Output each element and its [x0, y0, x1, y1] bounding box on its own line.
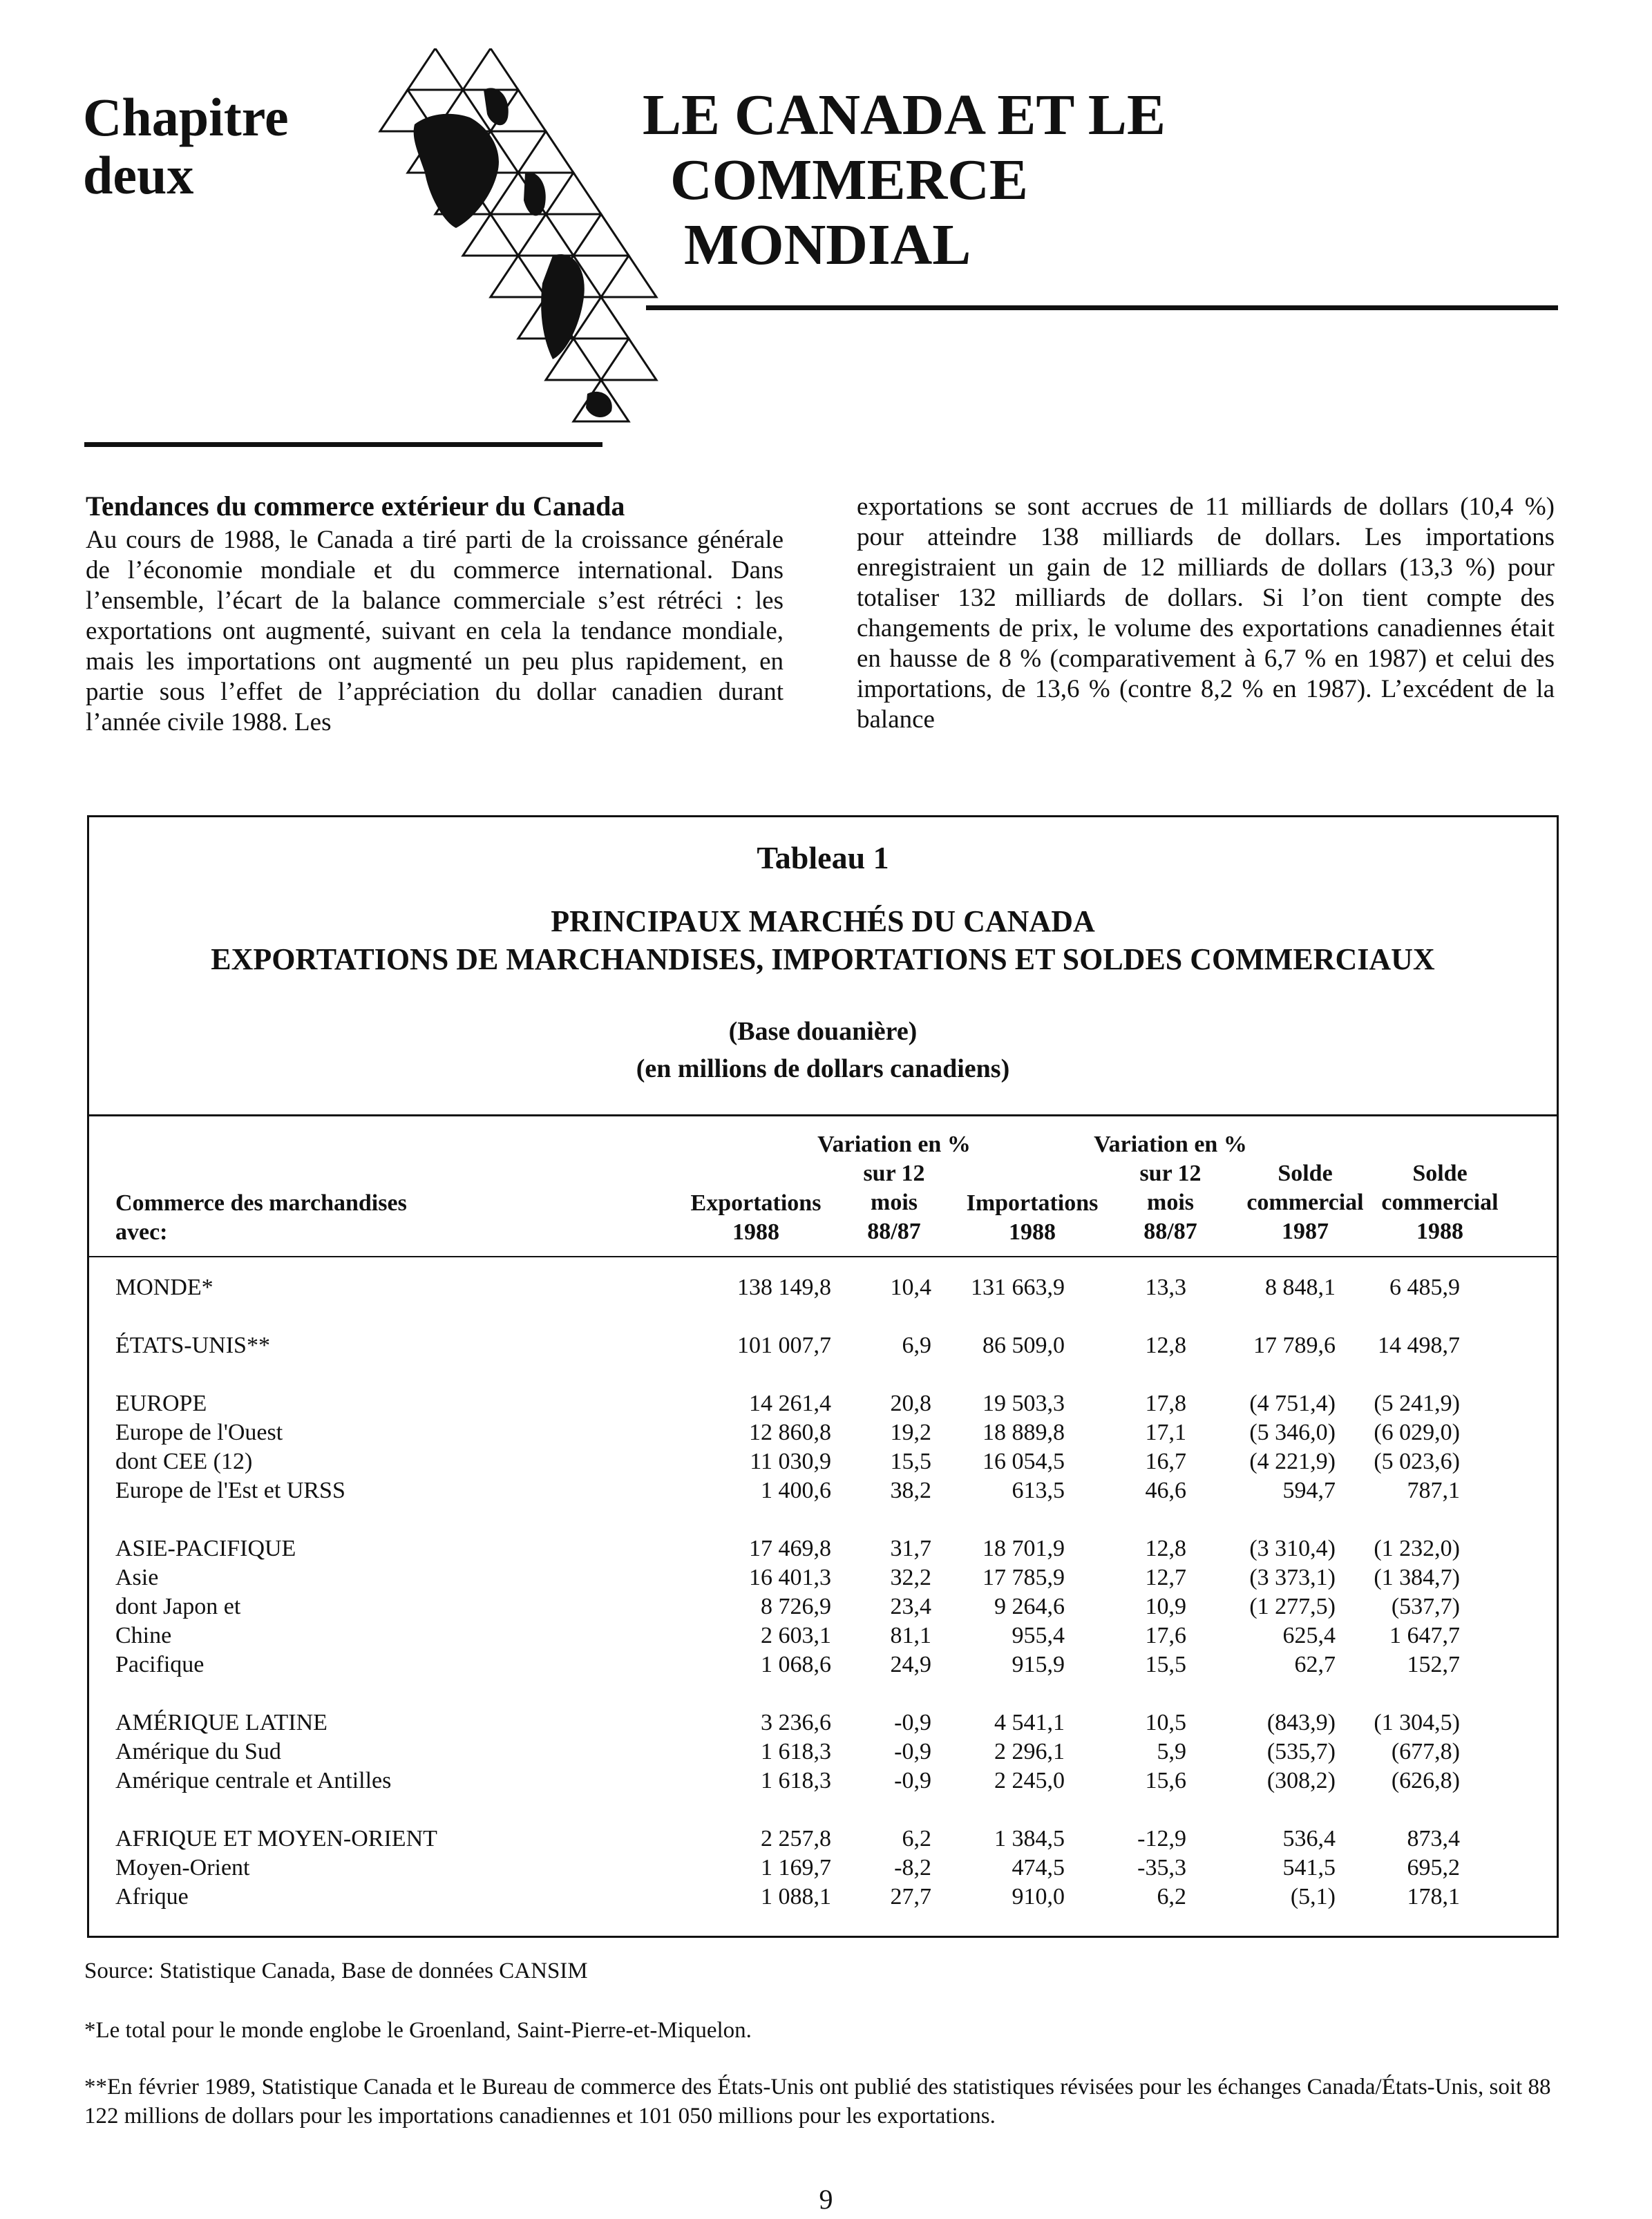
- row-value: 3 236,6: [761, 1710, 831, 1735]
- header-col3-line2: 1988: [1009, 1219, 1056, 1245]
- table-row: [89, 1708, 1557, 1737]
- row-value: 613,5: [1012, 1478, 1065, 1503]
- row-value: 4 541,1: [994, 1710, 1065, 1735]
- table-title-1: PRINCIPAUX MARCHÉS DU CANADA: [551, 904, 1095, 938]
- table-row: [89, 1418, 1557, 1447]
- row-value: 18 701,9: [982, 1536, 1065, 1561]
- row-label: AFRIQUE ET MOYEN-ORIENT: [115, 1826, 437, 1851]
- row-value: 6 485,9: [1389, 1275, 1460, 1300]
- header-col4-line3: mois: [1147, 1190, 1194, 1215]
- table-title-2: EXPORTATIONS DE MARCHANDISES, IMPORTATIONS ET SOLDES COMMERCIAUX: [211, 942, 1435, 976]
- row-value: 1 647,7: [1389, 1623, 1460, 1648]
- header-col5-line3: 1987: [1282, 1219, 1329, 1244]
- title-line-3: MONDIAL: [684, 213, 971, 277]
- footnote-1: *Le total pour le monde englobe le Groenland, Saint-Pierre-et-Miquelon.: [84, 2018, 752, 2043]
- source-note: Source: Statistique Canada, Base de données CANSIM: [84, 1959, 588, 1983]
- header-col5-line1: Solde: [1278, 1161, 1333, 1186]
- header-col4-line2: sur 12: [1139, 1161, 1202, 1186]
- table-row: [89, 1737, 1557, 1766]
- row-value: 17 785,9: [982, 1565, 1065, 1590]
- row-value: 12 860,8: [749, 1420, 831, 1445]
- table-row: [89, 1883, 1557, 1912]
- row-value: (308,2): [1266, 1768, 1336, 1793]
- table-row: [89, 1854, 1557, 1883]
- table-basis-1: (Base douanière): [728, 1017, 918, 1046]
- row-value: 17,8: [1145, 1391, 1186, 1416]
- row-value: (4 751,4): [1249, 1391, 1336, 1416]
- row-value: 1 169,7: [761, 1855, 831, 1880]
- row-value: 1 384,5: [994, 1826, 1065, 1851]
- table-row: [89, 1273, 1557, 1302]
- table-row: [89, 1389, 1557, 1418]
- row-value: (626,8): [1391, 1768, 1460, 1793]
- header-col3-line1: Importations: [966, 1190, 1099, 1216]
- row-value: 62,7: [1294, 1652, 1336, 1677]
- row-value: 6,2: [1157, 1884, 1186, 1910]
- table-header-rule: [89, 1256, 1557, 1257]
- footnote-2: **En février 1989, Statistique Canada et le Bureau de commerce des États-Unis ont publié des statistiques révisées pour les échanges Canada/États-Unis, soit 88 122 millions de dollars pour les importations canadiennes et 101 050 millions pour les exportations.: [84, 2075, 1551, 2128]
- row-label: ASIE-PACIFIQUE: [115, 1536, 296, 1561]
- table-row: [89, 1563, 1557, 1592]
- row-value: 27,7: [890, 1884, 931, 1910]
- row-value: -0,9: [894, 1710, 931, 1735]
- row-label: Pacifique: [115, 1652, 205, 1677]
- row-value: (1 277,5): [1249, 1594, 1336, 1619]
- row-value: -0,9: [894, 1768, 931, 1793]
- left-column: [86, 491, 784, 738]
- row-value: 31,7: [890, 1536, 931, 1561]
- table-label: Tableau 1: [757, 840, 889, 875]
- row-label: Chine: [115, 1623, 172, 1648]
- row-value: 2 603,1: [761, 1623, 831, 1648]
- table-row: [89, 1447, 1557, 1476]
- row-value: 536,4: [1282, 1826, 1336, 1851]
- title-line-2: COMMERCE: [670, 148, 1028, 212]
- row-value: (6 029,0): [1374, 1420, 1460, 1445]
- row-value: 178,1: [1407, 1884, 1460, 1910]
- table-row: [89, 1476, 1557, 1505]
- row-value: 1 618,3: [761, 1768, 831, 1793]
- row-value: (5 023,6): [1374, 1449, 1460, 1474]
- row-value: (535,7): [1266, 1739, 1336, 1764]
- row-value: 6,9: [902, 1333, 931, 1358]
- row-value: (3 310,4): [1249, 1536, 1336, 1561]
- page-number: 9: [819, 2184, 833, 2215]
- header-col2-line1: Variation en %: [817, 1132, 971, 1157]
- row-value: 10,9: [1145, 1594, 1186, 1619]
- chapter-line-1: Chapitre: [83, 87, 289, 147]
- row-value: 18 889,8: [982, 1420, 1065, 1445]
- right-paragraph: exportations se sont accrues de 11 milliards de dollars (10,4 %) pour atteindre 138 milliards de dollars. Les importations enregistraient un gain de 12 milliards de dollars (13,3 %) pour totaliser 132 milliards de dollars. Si l’on tient compte des changements de prix, le volume des exportations canadiennes était en hausse de 8 % (comparativement à 6,7 % en 1987) et celui des importations, de 13,6 % (contre 8,2 % en 1987). L’excédent de la balance: [857, 493, 1555, 734]
- row-value: (843,9): [1266, 1710, 1336, 1735]
- row-value: 86 509,0: [982, 1333, 1065, 1358]
- table-row: [89, 1534, 1557, 1563]
- header-col4-line1: Variation en %: [1094, 1132, 1247, 1157]
- header-col2-line4: 88/87: [867, 1219, 921, 1244]
- row-label: Europe de l'Ouest: [115, 1420, 283, 1445]
- table-row: [89, 1650, 1557, 1679]
- row-value: 12,7: [1145, 1565, 1186, 1590]
- chapter-title: [643, 83, 1541, 278]
- section-heading: Tendances du commerce extérieur du Canada: [86, 491, 625, 522]
- header-col2-line2: sur 12: [863, 1161, 925, 1186]
- chapter-line-2: deux: [83, 145, 194, 205]
- row-value: 16 401,3: [749, 1565, 831, 1590]
- table-box: [87, 815, 1559, 1938]
- row-value: 38,2: [890, 1478, 931, 1503]
- row-value: 10,4: [890, 1275, 931, 1300]
- row-value: (5,1): [1290, 1884, 1336, 1910]
- row-value: 2 257,8: [761, 1826, 831, 1851]
- row-label: ÉTATS-UNIS**: [115, 1333, 270, 1358]
- row-value: 695,2: [1407, 1855, 1460, 1880]
- row-label: AMÉRIQUE LATINE: [115, 1710, 327, 1735]
- row-value: 11 030,9: [750, 1449, 831, 1474]
- header-col0: [115, 1189, 407, 1247]
- row-value: 787,1: [1407, 1478, 1460, 1503]
- table-basis-2: (en millions de dollars canadiens): [636, 1054, 1010, 1083]
- table-row: [89, 1766, 1557, 1796]
- row-label: dont Japon et: [115, 1594, 241, 1619]
- row-value: 541,5: [1282, 1855, 1336, 1880]
- row-label: dont CEE (12): [115, 1449, 253, 1474]
- row-value: 12,8: [1145, 1333, 1186, 1358]
- row-value: 1 068,6: [761, 1652, 831, 1677]
- row-value: -35,3: [1137, 1855, 1186, 1880]
- header-col1-line2: 1988: [732, 1219, 779, 1245]
- title-rule: [646, 305, 1558, 310]
- row-value: 131 663,9: [971, 1275, 1065, 1300]
- row-value: 15,5: [890, 1449, 931, 1474]
- row-value: 101 007,7: [737, 1333, 831, 1358]
- row-value: 17 789,6: [1253, 1333, 1336, 1358]
- row-label: Afrique: [115, 1884, 189, 1910]
- row-value: 17,1: [1145, 1420, 1186, 1445]
- header-col4: [1084, 1130, 1257, 1246]
- row-value: 5,9: [1157, 1739, 1186, 1764]
- row-value: 873,4: [1407, 1826, 1460, 1851]
- row-value: -8,2: [894, 1855, 931, 1880]
- table-row: [89, 1621, 1557, 1650]
- row-value: 17 469,8: [749, 1536, 831, 1561]
- header-col4-line4: 88/87: [1143, 1219, 1197, 1244]
- header-col6-line3: 1988: [1416, 1219, 1463, 1244]
- row-value: (537,7): [1391, 1594, 1460, 1619]
- row-value: 1 618,3: [761, 1739, 831, 1764]
- header-col6: [1371, 1159, 1509, 1246]
- header-col2-line3: mois: [871, 1190, 918, 1215]
- header-col0-line1: Commerce des marchandises: [115, 1190, 407, 1216]
- row-label: Amérique du Sud: [115, 1739, 281, 1764]
- row-value: (5 346,0): [1249, 1420, 1336, 1445]
- header-col0-line2: avec:: [115, 1219, 168, 1245]
- row-value: 15,6: [1145, 1768, 1186, 1793]
- title-line-1: LE CANADA ET LE: [643, 83, 1166, 147]
- row-value: 594,7: [1282, 1478, 1336, 1503]
- row-value: 14 261,4: [749, 1391, 831, 1416]
- table-top-rule: [89, 1114, 1557, 1116]
- row-value: 15,5: [1145, 1652, 1186, 1677]
- row-value: (5 241,9): [1374, 1391, 1460, 1416]
- left-paragraph: Au cours de 1988, le Canada a tiré parti de la croissance générale de l’économie mondiale et du commerce international. Dans l’ensemble, l’écart de la balance commerciale s’est rétréci : les exportations ont augmenté, suivant en cela la tendance mondiale, mais les importations ont augmenté un peu plus rapidement, en partie sous l’effet de l’appréciation du dollar canadien durant l’année civile 1988. Les: [86, 526, 784, 736]
- row-value: 10,5: [1145, 1710, 1186, 1735]
- table-row: [89, 1825, 1557, 1854]
- row-value: 2 296,1: [994, 1739, 1065, 1764]
- row-value: (4 221,9): [1249, 1449, 1336, 1474]
- table-row: [89, 1331, 1557, 1360]
- row-value: 16 054,5: [982, 1449, 1065, 1474]
- row-value: 16,7: [1145, 1449, 1186, 1474]
- row-label: Moyen-Orient: [115, 1855, 250, 1880]
- row-value: 19 503,3: [982, 1391, 1065, 1416]
- row-value: (1 384,7): [1374, 1565, 1460, 1590]
- row-value: 625,4: [1282, 1623, 1336, 1648]
- row-value: 23,4: [890, 1594, 931, 1619]
- row-label: MONDE*: [115, 1275, 213, 1300]
- row-value: 8 726,9: [761, 1594, 831, 1619]
- row-value: 6,2: [902, 1826, 931, 1851]
- row-value: 915,9: [1012, 1652, 1065, 1677]
- row-label: Europe de l'Est et URSS: [115, 1478, 345, 1503]
- row-value: 8 848,1: [1265, 1275, 1336, 1300]
- row-value: -12,9: [1137, 1826, 1186, 1851]
- row-label: Amérique centrale et Antilles: [115, 1768, 392, 1793]
- row-value: 19,2: [890, 1420, 931, 1445]
- row-value: 955,4: [1012, 1623, 1065, 1648]
- row-value: (1 304,5): [1374, 1710, 1460, 1735]
- section-rule: [84, 442, 602, 447]
- header-col1-line1: Exportations: [690, 1190, 822, 1216]
- header-col5: [1236, 1159, 1374, 1246]
- row-value: 46,6: [1145, 1478, 1186, 1503]
- header-col6-line1: Solde: [1412, 1161, 1468, 1186]
- right-column: [857, 492, 1555, 735]
- row-value: 474,5: [1012, 1855, 1065, 1880]
- row-value: 9 264,6: [994, 1594, 1065, 1619]
- header-col5-line2: commercial: [1246, 1190, 1364, 1215]
- chapter-label: [83, 88, 373, 204]
- row-value: 12,8: [1145, 1536, 1186, 1561]
- globe-triangle-icon: [366, 48, 670, 442]
- header-col6-line2: commercial: [1381, 1190, 1499, 1215]
- row-value: 32,2: [890, 1565, 931, 1590]
- row-value: 1 088,1: [761, 1884, 831, 1910]
- row-value: 152,7: [1407, 1652, 1460, 1677]
- row-value: 24,9: [890, 1652, 931, 1677]
- row-label: Asie: [115, 1565, 159, 1590]
- row-value: 81,1: [890, 1623, 931, 1648]
- row-value: (3 373,1): [1249, 1565, 1336, 1590]
- table-row: [89, 1592, 1557, 1621]
- row-value: -0,9: [894, 1739, 931, 1764]
- row-value: (1 232,0): [1374, 1536, 1460, 1561]
- row-value: 14 498,7: [1378, 1333, 1460, 1358]
- row-value: 20,8: [890, 1391, 931, 1416]
- row-value: 17,6: [1145, 1623, 1186, 1648]
- row-value: 138 149,8: [737, 1275, 831, 1300]
- row-value: 13,3: [1145, 1275, 1186, 1300]
- row-value: (677,8): [1391, 1739, 1460, 1764]
- row-value: 2 245,0: [994, 1768, 1065, 1793]
- row-value: 1 400,6: [761, 1478, 831, 1503]
- row-value: 910,0: [1012, 1884, 1065, 1910]
- row-label: EUROPE: [115, 1391, 207, 1416]
